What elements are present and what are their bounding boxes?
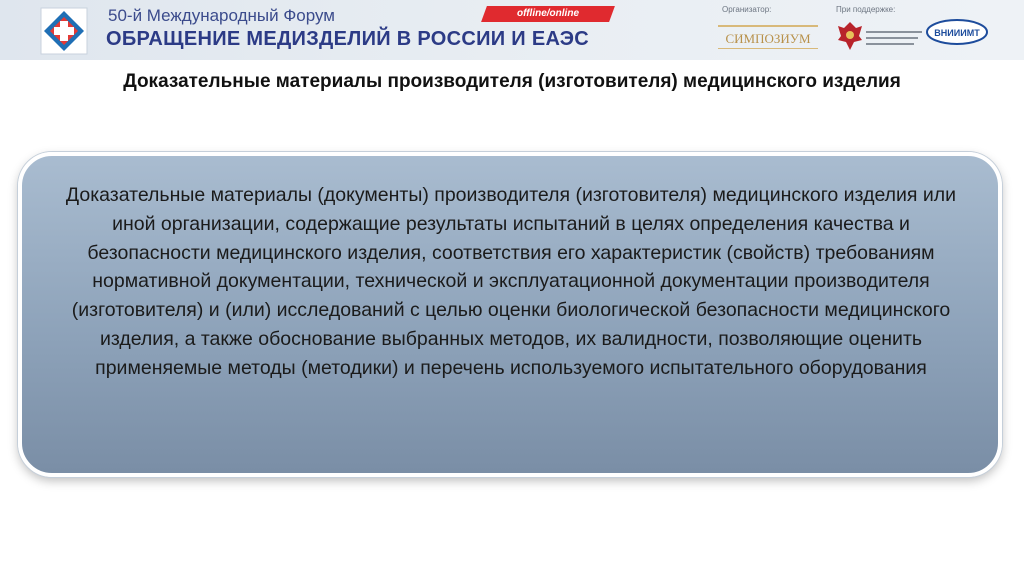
organizer-label: Организатор: <box>722 5 772 14</box>
symposium-logo <box>718 22 818 52</box>
symposium-logo-text: СИМПОЗИУМ <box>725 31 811 46</box>
vniiimt-logo-text: ВНИИИМТ <box>934 28 980 38</box>
forum-title: ОБРАЩЕНИЕ МЕДИЗДЕЛИЙ В РОССИИ И ЕАЭС <box>106 28 589 50</box>
vniiimt-logo <box>926 19 988 45</box>
slide-heading: Доказательные материалы производителя (изготовителя) медицинского изделия <box>123 71 901 92</box>
definition-text: Доказательные материалы (документы) производителя (изготовителя) медицинского изделия или иной организации, содержащие результаты испытаний в целях определения качества и безопасности медицинского изделия, соответствия его характеристик (свойств) требованиям нормативной документации, технической и эксплуатационной документации производителя (изготовителя) и (или) исследований с целью оценки биологической безопасности медицинского изделия, а также обоснование выбранных методов, их валидности, позволяющие оценить применяемые методы (методики) и перечень используемого испытательного оборудования <box>65 184 957 379</box>
definition-panel <box>18 152 1002 477</box>
medical-cross-logo-icon <box>40 7 88 55</box>
eagle-emblem-icon <box>836 20 864 52</box>
offline-online-badge: offline/online <box>516 8 580 19</box>
forum-banner <box>0 0 1024 60</box>
forum-edition: 50-й Международный Форум <box>108 6 335 25</box>
support-org-fine-print <box>866 28 924 50</box>
support-label: При поддержке: <box>836 5 896 14</box>
